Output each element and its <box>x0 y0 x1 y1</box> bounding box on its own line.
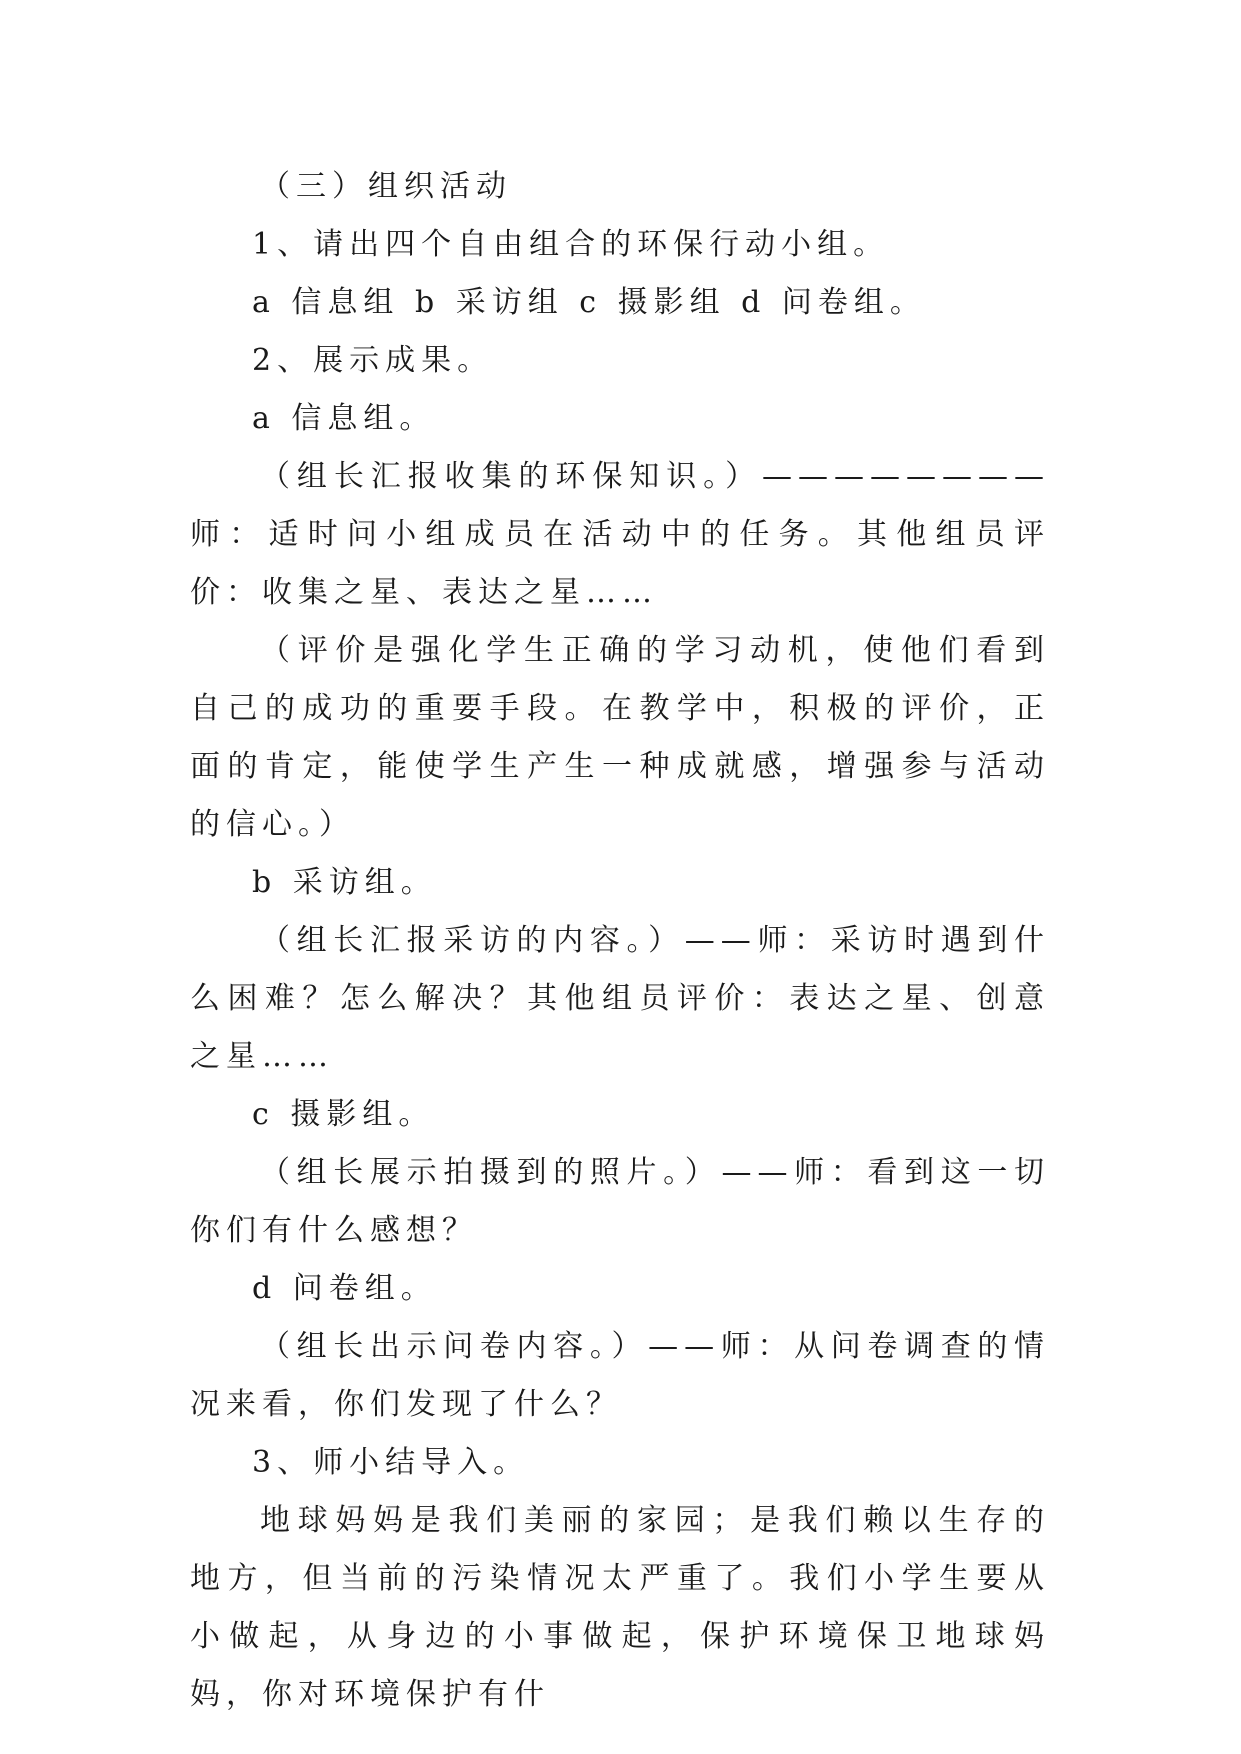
paragraph: （组长出示问卷内容。）——师：从问卷调查的情况来看，你们发现了什么？ <box>190 1329 1050 1422</box>
paragraph: 2、展示成果。 <box>252 343 494 378</box>
paragraph: b 采访组。 <box>252 865 437 900</box>
paragraph: c 摄影组。 <box>252 1097 435 1132</box>
paragraph: a 信息组 b 采访组 c 摄影组 d 问卷组。 <box>252 285 926 320</box>
paragraph: 3、师小结导入。 <box>252 1445 530 1480</box>
paragraph: （组长汇报采访的内容。）——师：采访时遇到什么困难？怎么解决？其他组员评价：表达之星、创意之星…… <box>190 923 1050 1074</box>
paragraph: （组长汇报收集的环保知识。）————————师：适时问小组成员在活动中的任务。其他组员评价：收集之星、表达之星…… <box>190 459 1050 610</box>
paragraph: d 问卷组。 <box>252 1271 437 1306</box>
paragraph: 1、请出四个自由组合的环保行动小组。 <box>252 227 890 262</box>
paragraph: a 信息组。 <box>252 401 436 436</box>
paragraph: （组长展示拍摄到的照片。）——师：看到这一切你们有什么感想？ <box>190 1155 1050 1248</box>
document-body <box>190 158 1050 1724</box>
paragraph: （评价是强化学生正确的学习动机，使他们看到自己的成功的重要手段。在教学中，积极的评价，正面的肯定，能使学生产生一种成就感，增强参与活动的信心。） <box>190 633 1050 842</box>
section-heading: （三）组织活动 <box>260 169 512 204</box>
paragraph: 地球妈妈是我们美丽的家园；是我们赖以生存的地方，但当前的污染情况太严重了。我们小学生要从小做起，从身边的小事做起，保护环境保卫地球妈妈，你对环境保护有什 <box>190 1503 1050 1712</box>
